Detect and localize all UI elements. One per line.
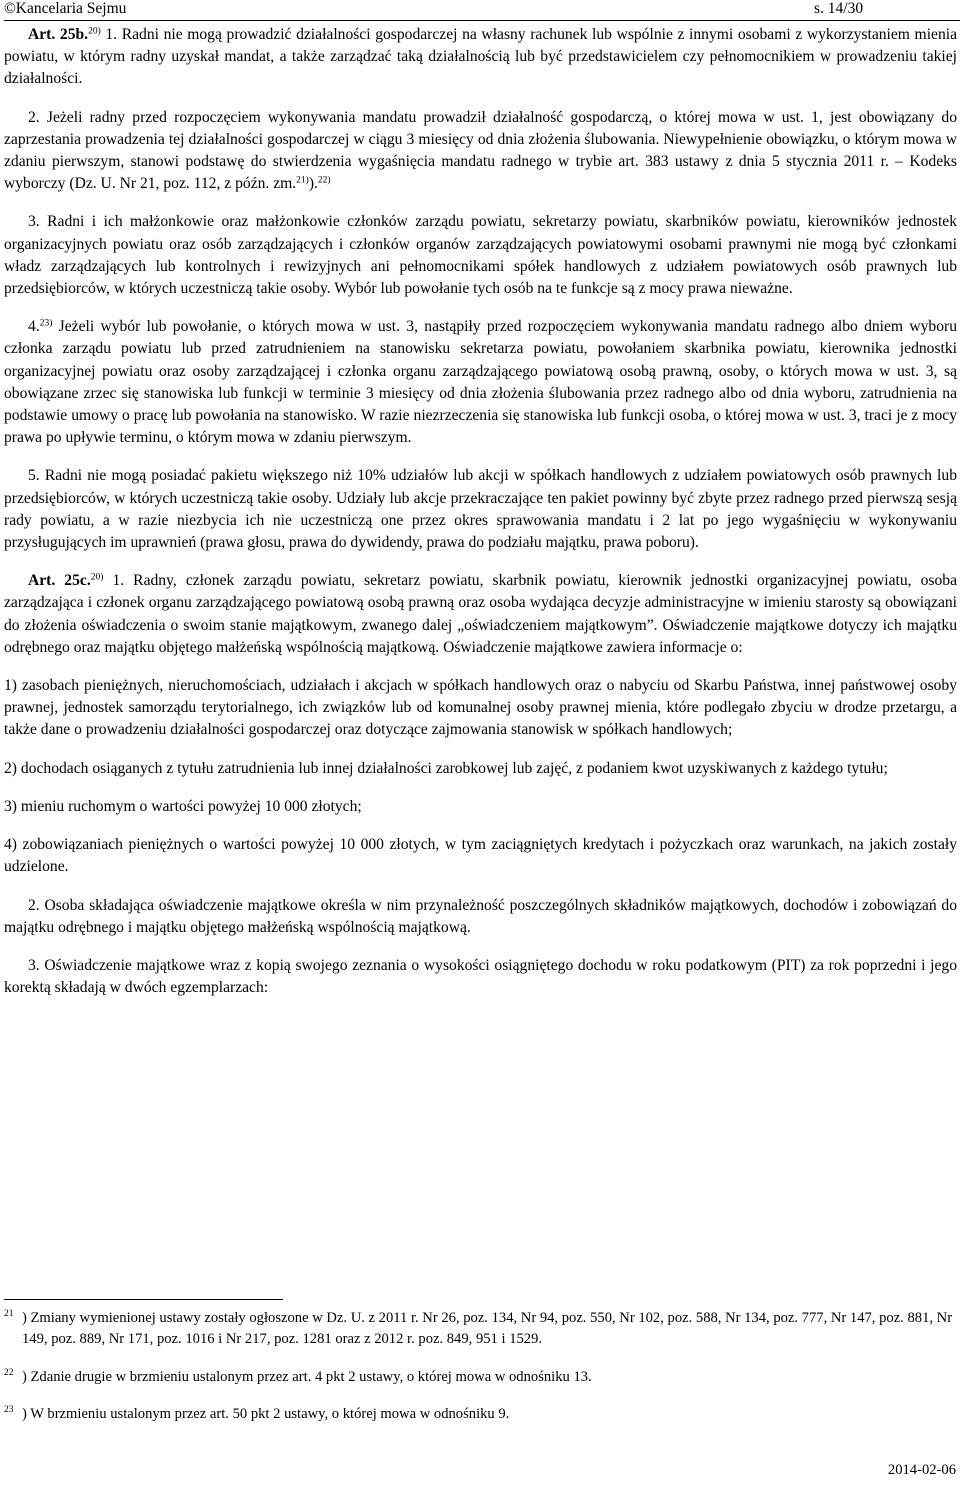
footnote-ref: 20) bbox=[90, 572, 104, 583]
list-item: 4) zobowiązaniach pieniężnych o wartości powyżej 10 000 złotych, w tym zaciągniętych kredytach i pożyczkach oraz warunkach, na jakich zostały udzielone. bbox=[4, 836, 957, 876]
art25c-paragraph-3: 3. Oświadczenie majątkowe wraz z kopią swojego zeznania o wysokości osiągniętego dochodu w roku podatkowym (PIT) za rok poprzedni i jego korektą składają w dwóch egzemplarzach: bbox=[4, 956, 957, 997]
art25c-paragraph-1 bbox=[4, 570, 957, 659]
art25b-p1-text: 1. Radni nie mogą prowadzić działalności gospodarczej na własny rachunek lub wspólnie z innymi osobami z wykorzystaniem mienia powiatu, w którym radny uzyskał mandat, a także zarządzać taką działalnością lub być przedstawicielem czy pełnomocnikiem w prowadzeniu takiej działalności. bbox=[4, 26, 957, 88]
footnote-ref: 22) bbox=[317, 175, 331, 186]
footnote-text: ) Zmiany wymienionej ustawy zostały ogłoszone w Dz. U. z 2011 r. Nr 26, poz. 134, Nr 94, poz. 550, Nr 102, poz. 588, Nr 134, poz. 777, Nr 147, poz. 881, Nr 149, poz. 889, Nr 171, poz. 1016 i Nr 217, poz. 1281 oraz z 2012 r. poz. 849, 951 i 1529. bbox=[22, 1310, 953, 1348]
source-label: ©Kancelaria Sejmu bbox=[4, 0, 127, 17]
document-body bbox=[4, 24, 957, 1015]
footnotes bbox=[4, 1308, 957, 1442]
footnote-divider bbox=[4, 1299, 283, 1300]
art25b-p4-num: 4. bbox=[28, 318, 40, 336]
footnote: 21 ) Zmiany wymienionej ustawy zostały ogłoszone w Dz. U. z 2011 r. Nr 26, poz. 134, Nr 94, poz. 550, Nr 102, poz. 588, Nr 134, poz. 777, Nr 147, poz. 881, Nr 149, poz. 889, Nr 171, poz. 1016 i Nr 217, poz. 1281 oraz z 2012 r. poz. 849, 951 i 1529. bbox=[4, 1309, 953, 1348]
art25c-label: Art. 25c. bbox=[28, 572, 91, 590]
document-date: 2014-02-06 bbox=[887, 1462, 956, 1478]
list-item: 3) mieniu ruchomym o wartości powyżej 10 000 złotych; bbox=[4, 797, 362, 815]
art25b-paragraph-3: 3. Radni i ich małżonkowie oraz małżonkowie członków zarządu powiatu, sekretarzy powiatu, skarbników powiatu, kierowników jednostek organizacyjnych powiatu oraz osób zarządzających i członków organów zarządzających powiatowymi osobami prawnymi nie mogą być członkami władz zarządzających lub kontrolnych i rewizyjnych ani pełnomocnikami spółek handlowych z udziałem powiatowych osób prawnych lub przedsiębiorców, w których uczestniczą takie osoby. Wybór lub powołanie tych osób na te funkcje są z mocy prawa nieważne. bbox=[4, 213, 957, 298]
art25b-paragraph-2 bbox=[4, 107, 957, 196]
footnote-ref: 21) bbox=[296, 175, 309, 186]
list-item: 1) zasobach pieniężnych, nieruchomościach, udziałach i akcjach w spółkach handlowych oraz o nabyciu od Skarbu Państwa, innej państwowej osoby prawnej, jednostek samorządu terytorialnego, ich związków lub od komunalnej osoby prawnej mienia, które podlegało zbyciu w drodze przetargu, a także dane o prowadzeniu działalności gospodarczej oraz dotyczące zajmowania stanowisk w spółkach handlowych; bbox=[4, 677, 957, 739]
footnote-text: ) W brzmieniu ustalonym przez art. 50 pkt 2 ustawy, o której mowa w odnośniku 9. bbox=[22, 1406, 510, 1423]
footnote-text: ) Zdanie drugie w brzmieniu ustalonym przez art. 4 pkt 2 ustawy, o której mowa w odnośniku 13. bbox=[22, 1368, 592, 1385]
art25c-paragraph-2: 2. Osoba składająca oświadczenie majątkowe określa w nim przynależność poszczególnych składników majątkowych, dochodów i zobowiązań do majątku odrębnego i majątku objętego małżeńską wspólnością majątkową. bbox=[4, 896, 957, 936]
art25b-paragraph-4 bbox=[4, 316, 957, 449]
art25b-paragraph-5: 5. Radni nie mogą posiadać pakietu większego niż 10% udziałów lub akcji w spółkach handlowych z udziałem powiatowych osób prawnych lub przedsiębiorców, w których uczestniczą takie osoby. Udziały lub akcje przekraczające ten pakiet powinny być zbyte przez radnego przed pierwszą sesją rady powiatu, a w razie niezbycia ich nie uczestniczą one przez okres sprawowania mandatu i 2 lat po jego wygaśnięciu w wykonywaniu przysługujących im uprawnień (prawa głosu, prawa do dywidendy, prawa do podziału majątku, prawa poboru). bbox=[4, 467, 957, 552]
page-header bbox=[4, 0, 960, 21]
footnote-ref: 20) bbox=[88, 26, 101, 37]
page-number: s. 14/30 bbox=[814, 0, 864, 17]
art25b-label: Art. 25b. bbox=[28, 26, 89, 43]
art25c-p1-text: 1. Radny, członek zarządu powiatu, sekretarz powiatu, skarbnik powiatu, kierownik jednostki organizacyjnej powiatu, osoba zarządzająca i członek organu zarządzającego powiatową osobą prawną oraz osoba wydająca decyzje administracyjne w imieniu starosty są obowiązani do złożenia oświadczenia o swoim stanie majątkowym, zwanego dalej „oświadczeniem majątkowym”. Oświadczenie majątkowe dotyczy ich majątku odrębnego oraz majątku objętego małżeńską wspólnością majątkową. Oświadczenie majątkowe zawiera informacje o: bbox=[4, 572, 957, 656]
art25b-p2-mid: ). bbox=[308, 175, 318, 193]
art25b-p4-text: Jeżeli wybór lub powołanie, o których mowa w ust. 3, nastąpiły przed rozpoczęciem wykonywania mandatu radnego albo dniem wyboru członka zarządu powiatu lub przed zatrudnieniem na stanowisku sekretarza powiatu, powołaniem skarbnika powiatu, kierownika jednostki organizacyjnej powiatu oraz osoby zarządzającej i członka organu zarządzającego powiatową osobą prawną, osoby, o których mowa w ust. 3, są obowiązane zrzec się stanowiska lub funkcji w terminie 3 miesięcy od dnia złożenia ślubowania przez radnego albo od dnia wyboru, zatrudnienia na podstawie umowy o pracę lub powołania na stanowisko. W razie niezrzeczenia się stanowiska lub funkcji osoba, o której mowa w ust. 3, traci je z mocy prawa po upływie terminu, o którym mowa w zdaniu pierwszym. bbox=[4, 318, 957, 447]
footnote-ref: 23) bbox=[39, 318, 53, 329]
art25b-p2-text: 2. Jeżeli radny przed rozpoczęciem wykonywania mandatu prowadził działalność gospodarczą, o której mowa w ust. 1, jest obowiązany do zaprzestania prowadzenia tej działalności gospodarczej w ciągu 3 miesięcy od dnia złożenia ślubowania. Niewypełnienie obowiązku, o którym mowa w zdaniu pierwszym, stanowi podstawę do stwierdzenia wygaśnięcia mandatu radnego w trybie art. 383 ustawy z dnia 5 stycznia 2011 r. – Kodeks wyborczy (Dz. U. Nr 21, poz. 112, z późn. zm. bbox=[4, 108, 957, 193]
footnote: 22 ) Zdanie drugie w brzmieniu ustalonym przez art. 4 pkt 2 ustawy, o której mowa w odnośniku 13. bbox=[4, 1367, 592, 1385]
list-item: 2) dochodach osiąganych z tytułu zatrudnienia lub innej działalności zarobkowej lub zajęć, z podaniem kwot uzyskiwanych z każdego tytułu; bbox=[4, 759, 888, 777]
footnote: 23 ) W brzmieniu ustalonym przez art. 50 pkt 2 ustawy, o której mowa w odnośniku 9. bbox=[4, 1405, 510, 1423]
art25b-paragraph-1 bbox=[4, 24, 957, 91]
